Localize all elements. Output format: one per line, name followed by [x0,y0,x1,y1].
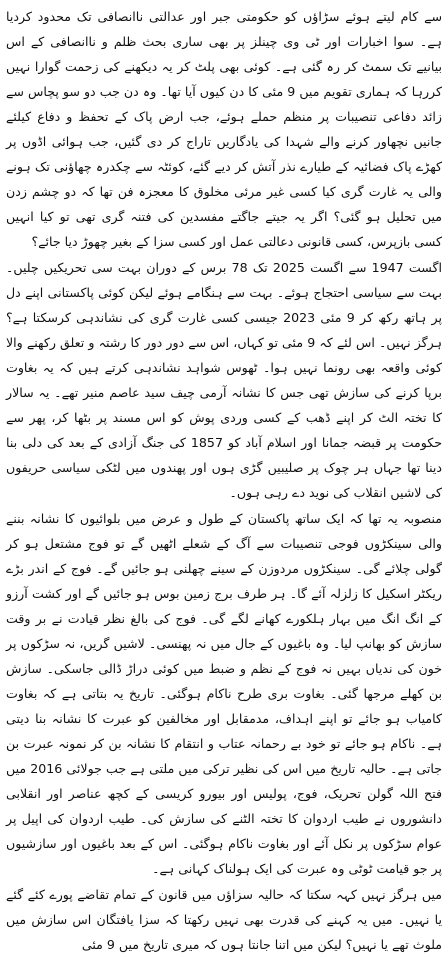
article-paragraph-3: منصوبہ یہ تھا کہ ایک ساتھ پاکستان کے طول و عرض میں بلوائیوں کا نشانہ بننے والی سینکڑوں فوجی تنصیبات سے آگ کے شعلے اٹھیں گے تو فوج مشتعل ہو کر گولی چلائے گی۔ سینکڑوں مردوزن کے سینے چھلنی ہو جائیں گے۔ فوج کے اندر بڑے ریکٹر اسکیل کا زلزلہ آئے گا۔ ہر طرف برج زمین بوس ہو جائیں گے اور کشت آرزو کے انگ انگ میں بہار ہلکورے کھانے لگے گی۔ فوج کی بالغ نظر قیادت نے بر وقت سازش کو بھانپ لیا۔ وہ باغیوں کے جال میں نہ پھنسی۔ لاشیں گریں، نہ سڑکوں پر خون کی ندیاں بہیں نہ فوج کے نظم و ضبط میں کوئی دراڑ ڈالی جاسکی۔ سازش بن کھلے مرجھا گئی۔ بغاوت بری طرح ناکام ہوگئی۔ تاریخ یہ بتاتی ہے کہ بغاوت کامیاب ہو جائے تو اپنے اہداف، مدمقابل اور مخالفین کو عبرت کا نشانہ بنا دیتی ہے۔ ناکام ہو جائے تو خود بے رحمانہ عتاب و انتقام کا نشانہ بن کر نمونہ عبرت بن جاتی ہے۔ حالیہ تاریخ میں اس کی نظیر ترکی میں ملتی ہے جب جولائی 2016 میں فتح اللہ گولن تحریک، فوج، پولیس اور بیورو کریسی کے کچھ عناصر اور انقلابی دانشوروں نے طیب اردوان کا تختہ الٹنے کی سازش کی۔ طیب اردوان کی اپیل پر عوام سڑکوں پر نکل آئے اور بغاوت ناکام ہوگئی۔ اس کے بعد باغیوں اور سازشیوں پر جو قیامت ٹوٹی وہ عبرت کی ایک ہولناک کہانی ہے۔ [6,511,443,876]
article-paragraph-1: سے کام لیتے ہوئے سڑاؤں کو حکومتی جبر اور عدالتی ناانصافی تک محدود کردیا ہے۔ سوا اخبارات اور ٹی وی چینلز پر بھی ساری بحث ظلم و ناانصافی کے اس بیانیے تک سمٹ کر رہ گئی ہے۔ کوئی بھی پلٹ کر یہ دیکھنے کی زحمت گوارا نہیں کررہا کہ ہماری تقویم میں 9 مئی کا دن کیوں آیا تھا۔ وہ دن جب دو سو پچاس سے زائد دفاعی تنصیبات پر منظم حملے ہوئے، جب ارض پاک کے تحفظ و دفاع کیلئے جانیں نچھاور کرنے والے شہدا کی یادگاریں تاراج کر دی گئیں، جب ہوائی اڈوں پر کھڑے پاک فضائیہ کے طیارے نذر آتش کر دیے گئے، کوئٹہ سے چکدرہ چھاؤنی تک ہونے والی یہ غارت گری کیا کسی غیر مرئی مخلوق کا معجزہ فن تھا کہ دو چشم زدن میں تحلیل ہو گئی؟ اگر یہ جیتے جاگتے مفسدین کی فتنہ گری تھی تو کیا انہیں کسی بازپرس، کسی قانونی دعالتی عمل اور کسی سزا کے بغیر چھوڑ دیا جائے؟ [6,9,442,249]
article-paragraph-2: اگست 1947 سے اگست 2025 تک 78 برس کے دوران بہت سی تحریکیں چلیں۔ بہت سے سیاسی احتجاج ہوئے۔ بہت سے ہنگامے ہوئے لیکن کوئی پاکستانی اپنے دل پر ہاتھ رکھ کر 9 مئی 2023 جیسی کسی غارت گری کی نشاندہی کرسکتا ہے؟ ہرگز نہیں۔ اس لئے کہ 9 مئی تو کہاں، اس سے دور دور کا رشتہ و تعلق رکھنے والا کوئی واقعہ بھی رونما نہیں ہوا۔ ٹھوس شواہد نشاندہی کرتے ہیں کہ یہ بغاوت برپا کرنے کی سازش تھی جس کا نشانہ آرمی چیف سید عاصم منیر تھے۔ یہ سالار کا تختہ الٹ کر اپنے ڈھب کے کسی وردی پوش کو اس مسند پر بٹھا کر، پھر سے حکومت پر قبضہ جمانا اور اسلام آباد کو 1857 کی جنگ آزادی کے بعد کی دلی بنا دینا تھا جہاں ہر چوک پر صلیبیں گڑی ہوں اور پھندوں میں لٹکی سیاسی حریفوں کی لاشیں انقلاب کی نوید دے رہی ہوں۔ [6,260,442,500]
article-body [6,4,443,952]
article-paragraph-4: میں ہرگز نہیں کہہ سکتا کہ حالیہ سزاؤں میں قانون کے تمام تقاضے پورے کئے گئے یا نہیں۔ میں یہ کہنے کی قدرت بھی نہیں رکھتا کہ سزا یافتگان اس سازش میں ملوث تھے یا نہیں؟ لیکن میں اتنا جانتا ہوں کہ میری تاریخ میں 9 مئی [6,887,442,952]
